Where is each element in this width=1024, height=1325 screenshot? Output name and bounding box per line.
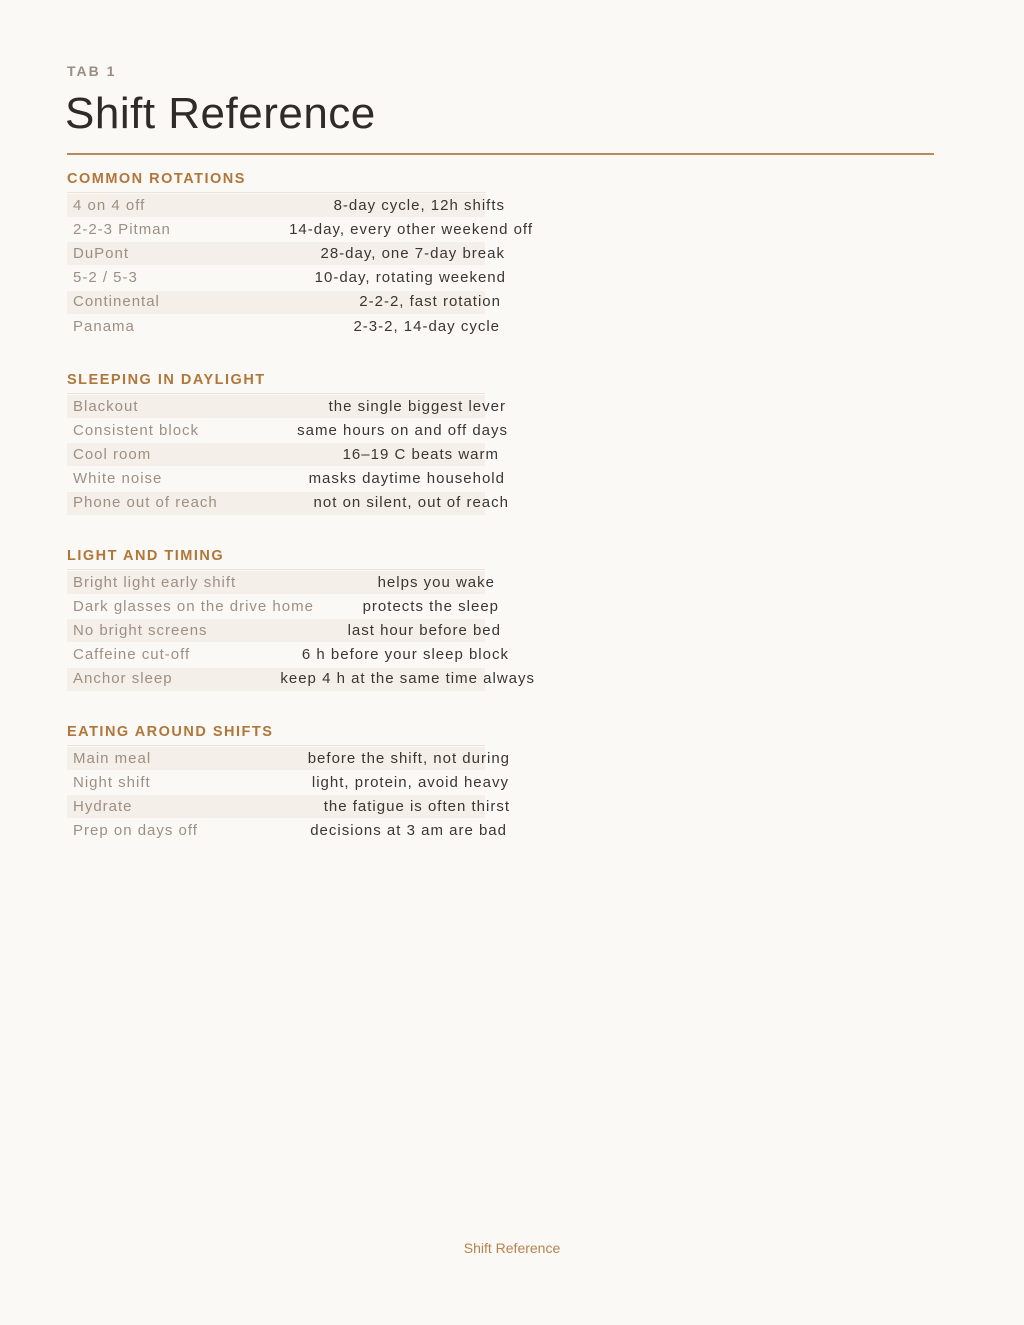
tab-label: TAB 1 [67,63,117,79]
row-value: before the shift, not during [307,749,510,767]
table-row [67,290,527,314]
row-value: 14-day, every other weekend off [289,220,533,238]
reference-table [67,746,527,843]
table-row [67,770,527,794]
row-key: DuPont [73,244,130,262]
row-key: Phone out of reach [73,494,218,512]
row-key: Bright light early shift [73,573,237,591]
section-eating-around-shifts [67,722,527,843]
section-title: SLEEPING IN DAYLIGHT [67,372,266,388]
row-value: helps you wake [377,573,495,591]
row-value: the fatigue is often thirst [323,797,510,815]
reference-table [67,570,535,691]
row-value: 10-day, rotating weekend [314,269,506,287]
table-row [67,442,527,466]
row-key: Panama [73,317,135,335]
row-value: the single biggest lever [328,397,506,415]
reference-table [67,394,527,515]
row-key: No bright screens [73,621,208,639]
row-key: Blackout [73,397,139,415]
page-title: Shift Reference [65,89,376,138]
table-row [67,594,527,618]
table-row [67,394,527,418]
row-key: Prep on days off [73,822,198,840]
row-value: keep 4 h at the same time always [280,670,535,688]
table-row [67,241,527,265]
page-footer: Shift Reference [463,1240,561,1256]
table-row [67,217,533,241]
row-key: Night shift [73,773,151,791]
row-key: 5-2 / 5-3 [73,269,138,287]
row-key: 2-2-3 Pitman [73,220,171,238]
title-divider [67,153,934,155]
table-row [67,819,527,843]
row-key: Consistent block [73,421,200,439]
table-row [67,491,527,515]
section-title: LIGHT AND TIMING [67,548,225,564]
row-key: Dark glasses on the drive home [73,597,314,615]
row-value: not on silent, out of reach [313,494,509,512]
table-row [67,467,527,491]
row-value: 28-day, one 7-day break [320,244,505,262]
table-row [67,266,527,290]
section-title: EATING AROUND SHIFTS [67,724,274,740]
table-row [67,667,535,691]
row-value: light, protein, avoid heavy [311,773,509,791]
row-value: last hour before bed [347,621,501,639]
table-row [67,794,527,818]
row-key: Cool room [73,445,152,463]
row-key: 4 on 4 off [73,196,146,214]
table-row [67,746,527,770]
row-value: 2-2-2, fast rotation [359,293,501,311]
table-row [67,618,527,642]
row-value: masks daytime household [308,470,505,488]
section-light-and-timing [67,546,535,691]
row-key: Hydrate [73,797,133,815]
row-key: Continental [73,293,160,311]
row-value: same hours on and off days [297,421,508,439]
row-value: 2-3-2, 14-day cycle [353,317,500,335]
row-value: 6 h before your sleep block [301,646,509,664]
table-row [67,314,527,338]
row-key: White noise [73,470,163,488]
section-title: COMMON ROTATIONS [67,171,246,187]
row-value: 16–19 C beats warm [342,445,499,463]
table-row [67,643,527,667]
section-sleeping-in-daylight [67,370,527,515]
row-value: decisions at 3 am are bad [310,822,507,840]
row-key: Anchor sleep [73,670,173,688]
reference-table [67,193,533,338]
table-row [67,418,527,442]
row-key: Main meal [73,749,152,767]
row-key: Caffeine cut-off [73,646,191,664]
row-value: protects the sleep [362,597,499,615]
row-value: 8-day cycle, 12h shifts [333,196,505,214]
table-row [67,193,527,217]
section-common-rotations [67,169,533,338]
table-row [67,570,527,594]
